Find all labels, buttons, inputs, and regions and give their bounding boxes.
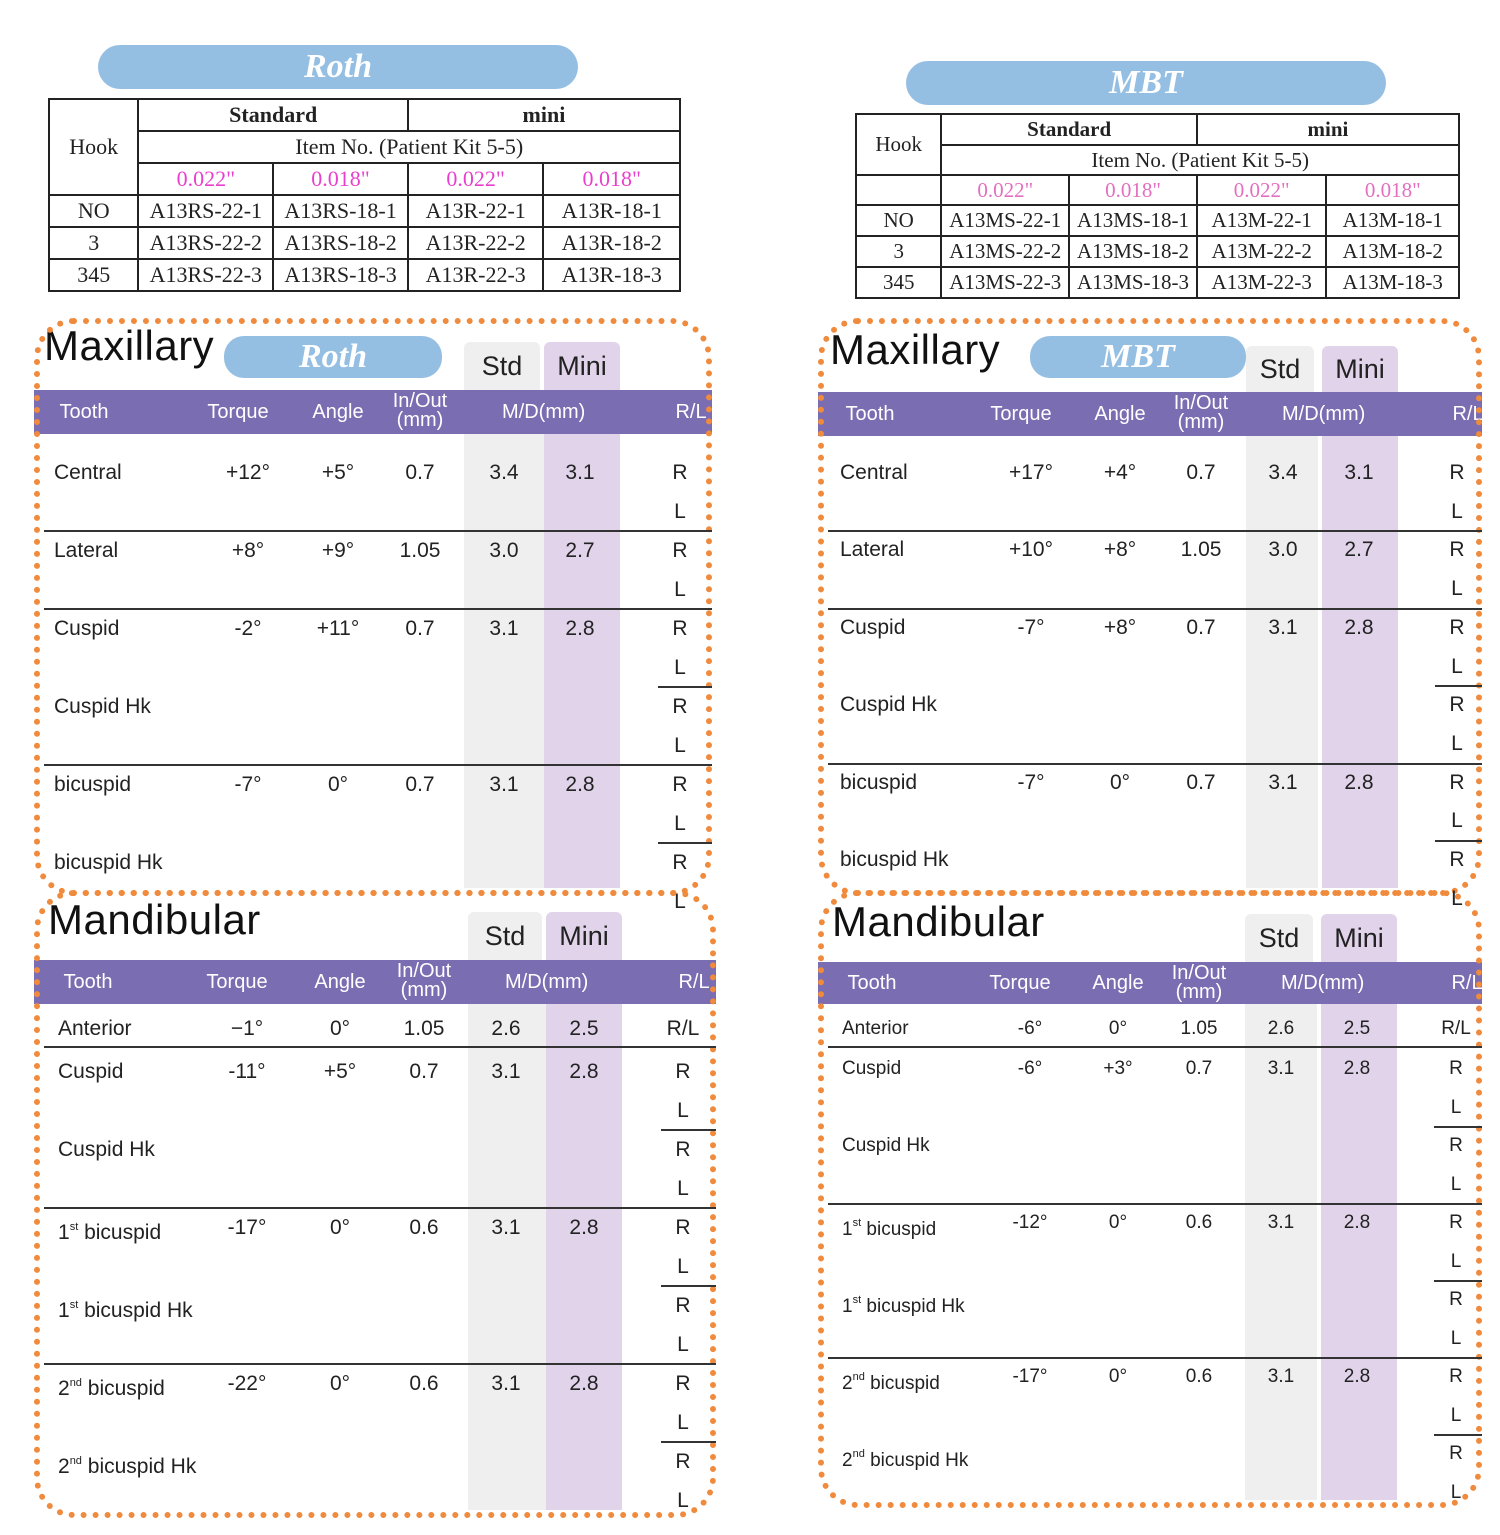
right-side-label: R — [675, 1450, 691, 1473]
std-md-value: 3.4 — [1268, 461, 1298, 484]
tooth-label: bicuspid — [864, 1373, 940, 1394]
right-side-label: R — [672, 851, 688, 874]
rl-header: R/L — [1452, 403, 1484, 425]
size-label: 0.022" — [138, 163, 273, 195]
item-cell: A13RS-18-1 — [273, 195, 408, 227]
inout-header-line1: In/Out — [392, 390, 448, 412]
left-side-label: L — [674, 578, 686, 601]
left-side-label: L — [1451, 731, 1463, 755]
std-md-value: 3.1 — [491, 1216, 521, 1239]
std-md-value: 3.1 — [1268, 770, 1298, 794]
panel-pill: MBT — [1030, 336, 1246, 378]
left-side-label: L — [1451, 886, 1463, 910]
item-cell: A13MS-22-2 — [941, 236, 1069, 267]
item-cell: A13RS-18-2 — [273, 227, 408, 259]
item-cell: A13MS-18-2 — [1069, 236, 1197, 267]
inout-header-line1: In/Out — [1173, 392, 1229, 414]
tooth-ordinal: 2 — [842, 1450, 853, 1471]
tooth-ordinal-suffix: nd — [852, 1448, 865, 1460]
standard-header: Standard — [941, 114, 1197, 145]
mini-md-value: 2.7 — [565, 539, 595, 562]
angle-header: Angle — [1094, 403, 1146, 425]
inout-header-line2: (mm) — [1177, 411, 1225, 433]
row-divider — [44, 1046, 716, 1048]
torque-value: +17° — [1008, 461, 1054, 484]
item-cell: A13M-18-2 — [1326, 236, 1459, 267]
torque-header: Torque — [206, 971, 268, 993]
angle-value: +5° — [321, 461, 355, 484]
inout-header — [384, 962, 464, 1000]
std-md-value: 3.1 — [1267, 1212, 1295, 1233]
mbt-title: MBT — [906, 61, 1386, 105]
mini-header: mini — [408, 99, 680, 131]
tooth-header: Tooth — [63, 971, 113, 993]
tooth-label: bicuspid — [78, 1221, 162, 1244]
md-header: M/D(mm) — [502, 401, 586, 423]
tooth-ordinal-suffix: st — [69, 1221, 79, 1233]
mini-md-value: 3.1 — [565, 461, 595, 484]
mini-md-value: 2.8 — [569, 1216, 599, 1239]
tooth-name: bicuspid — [54, 773, 132, 796]
item-cell: A13M-22-3 — [1197, 267, 1327, 298]
inout-value: 0.7 — [1185, 1058, 1213, 1079]
inout-header-line2: (mm) — [400, 979, 448, 1001]
std-md-value: 3.1 — [491, 1372, 521, 1395]
angle-value: +11° — [316, 617, 360, 640]
table-row — [856, 236, 1459, 267]
hook-cell: 3 — [856, 236, 941, 267]
roth-title: Roth — [98, 45, 578, 89]
angle-header: Angle — [312, 401, 364, 423]
table-row — [49, 259, 680, 291]
left-side-label: L — [674, 890, 686, 913]
tooth-name: Cuspid — [58, 1060, 124, 1083]
panel-title: Maxillary — [830, 326, 1001, 373]
tooth-name: Anterior — [58, 1017, 132, 1040]
inout-header — [1161, 394, 1241, 432]
torque-value: -17° — [227, 1216, 267, 1239]
angle-value: 0° — [1108, 1018, 1128, 1039]
tooth-name: Cuspid Hk — [840, 693, 937, 717]
torque-value: -2° — [234, 617, 262, 640]
roth-maxillary-panel — [34, 318, 712, 913]
hook-cell: 345 — [856, 267, 941, 298]
torque-header: Torque — [990, 403, 1052, 425]
angle-value: 0° — [329, 1216, 351, 1239]
mini-tab: Mini — [544, 342, 620, 390]
inout-value: 1.05 — [1180, 1018, 1218, 1039]
mini-md-value: 2.5 — [569, 1017, 599, 1040]
torque-header: Torque — [989, 972, 1051, 994]
std-column-bg — [464, 434, 544, 888]
angle-value: 0° — [1109, 770, 1131, 794]
angle-value: 0° — [329, 1017, 351, 1040]
inout-header-line2: (mm) — [1175, 981, 1223, 1003]
tooth-name — [58, 1286, 298, 1325]
hook-cell: NO — [49, 195, 138, 227]
left-side-label: L — [1450, 1404, 1462, 1426]
angle-value: +4° — [1103, 461, 1137, 484]
item-no-header: Item No. (Patient Kit 5-5) — [941, 145, 1459, 175]
right-side-label: R — [1449, 693, 1465, 717]
tooth-name — [842, 1435, 1082, 1474]
hook-header: Hook — [49, 99, 138, 195]
std-md-value: 3.0 — [1268, 538, 1298, 562]
tooth-name: Cuspid — [54, 617, 120, 640]
tooth-name: Cuspid Hk — [54, 695, 151, 718]
item-cell: A13M-22-1 — [1197, 205, 1327, 236]
tooth-label: bicuspid — [81, 1377, 165, 1400]
size-label: 0.018" — [1069, 175, 1197, 205]
right-side-label: R — [672, 773, 688, 796]
table-row — [856, 205, 1459, 236]
torque-value: -7° — [1017, 770, 1045, 794]
torque-value: -6° — [1017, 1058, 1043, 1079]
mini-tab: Mini — [546, 912, 622, 960]
inout-value: 0.7 — [1186, 461, 1216, 484]
torque-value: -7° — [1017, 615, 1045, 639]
md-header: M/D(mm) — [1282, 403, 1366, 425]
inout-value: 1.05 — [1180, 538, 1222, 562]
left-side-label: L — [1451, 654, 1463, 678]
size-label: 0.018" — [543, 163, 680, 195]
tooth-header: Tooth — [847, 972, 897, 994]
tooth-label: bicuspid — [861, 1219, 937, 1240]
tooth-header: Tooth — [59, 401, 109, 423]
tooth-name: Cuspid Hk — [842, 1135, 930, 1156]
left-side-label: L — [677, 1177, 689, 1200]
left-side-label: L — [677, 1411, 689, 1434]
left-side-label: L — [677, 1255, 689, 1278]
right-side-label: R — [675, 1060, 691, 1083]
hook-header: Hook — [856, 114, 941, 175]
inout-value: 0.7 — [1186, 770, 1216, 794]
std-md-value: 3.1 — [491, 1060, 521, 1083]
size-label: 0.018" — [1326, 175, 1459, 205]
tooth-name: Central — [840, 461, 908, 484]
tooth-name: Cuspid — [840, 615, 906, 639]
standard-header: Standard — [138, 99, 407, 131]
std-tab: Std — [1246, 346, 1314, 392]
roth-mandibular-panel — [34, 890, 716, 1518]
tooth-name — [842, 1281, 1082, 1320]
torque-value: -7° — [234, 773, 262, 796]
tooth-ordinal-suffix: st — [852, 1217, 862, 1229]
mini-md-value: 2.8 — [565, 617, 595, 640]
left-side-label: L — [1451, 809, 1463, 833]
inout-header-line1: In/Out — [396, 960, 452, 982]
size-label: 0.018" — [273, 163, 408, 195]
tooth-name: bicuspid — [840, 770, 918, 794]
rl-value: R/L — [1441, 1018, 1471, 1039]
mini-tab: Mini — [1322, 346, 1398, 392]
std-md-value: 2.6 — [491, 1017, 521, 1040]
right-side-label: R — [1449, 1058, 1463, 1079]
item-cell: A13R-18-2 — [543, 227, 680, 259]
inout-value: 0.6 — [409, 1372, 439, 1395]
inout-header — [1159, 964, 1239, 1002]
right-side-label: R — [1449, 461, 1465, 484]
left-side-label: L — [1451, 499, 1463, 523]
std-md-value: 3.1 — [1267, 1366, 1295, 1387]
panel-title: Maxillary — [44, 322, 215, 369]
right-side-label: R — [1449, 1135, 1463, 1156]
mini-md-value: 2.8 — [1344, 615, 1374, 639]
table-row — [49, 227, 680, 259]
mini-md-value: 2.8 — [569, 1372, 599, 1395]
item-cell: A13M-18-1 — [1326, 205, 1459, 236]
tooth-ordinal: 1 — [58, 1221, 70, 1244]
std-tab: Std — [468, 912, 542, 960]
item-cell: A13MS-18-1 — [1069, 205, 1197, 236]
hook-cell: NO — [856, 205, 941, 236]
right-side-label: R — [672, 695, 688, 718]
panel-title: Mandibular — [832, 898, 1045, 945]
mini-tab: Mini — [1321, 914, 1397, 962]
tooth-name: bicuspid Hk — [840, 848, 949, 871]
item-cell: A13R-22-2 — [408, 227, 544, 259]
torque-value: -17° — [1012, 1366, 1048, 1387]
tooth-ordinal-suffix: st — [852, 1294, 862, 1306]
left-side-label: L — [1450, 1327, 1462, 1349]
right-side-label: R — [1449, 1289, 1463, 1310]
torque-value: -12° — [1012, 1212, 1048, 1233]
inout-header — [380, 392, 460, 430]
item-cell: A13R-22-1 — [408, 195, 544, 227]
left-side-label: L — [1450, 1481, 1462, 1503]
torque-value: -22° — [227, 1372, 267, 1395]
angle-value: +8° — [1103, 538, 1137, 562]
item-cell: A13RS-22-3 — [138, 259, 273, 291]
table-row — [49, 195, 680, 227]
size-label: 0.022" — [1197, 175, 1327, 205]
table-header-bar — [34, 390, 712, 434]
item-no-header: Item No. (Patient Kit 5-5) — [138, 131, 680, 163]
std-md-value: 2.6 — [1267, 1018, 1295, 1039]
tooth-name: bicuspid Hk — [54, 851, 163, 874]
angle-header: Angle — [314, 971, 366, 993]
left-side-label: L — [677, 1489, 689, 1512]
tooth-ordinal: 2 — [842, 1373, 853, 1394]
right-side-label: R — [1449, 1366, 1463, 1387]
inout-value: 0.7 — [405, 617, 435, 640]
tooth-name: Cuspid Hk — [58, 1138, 155, 1161]
item-cell: A13RS-22-2 — [138, 227, 273, 259]
hook-cell: 3 — [49, 227, 138, 259]
std-md-value: 3.1 — [489, 617, 519, 640]
angle-value: +9° — [321, 539, 355, 562]
rl-header: R/L — [678, 971, 710, 993]
tooth-label: bicuspid Hk — [81, 1455, 197, 1478]
item-cell: A13MS-18-3 — [1069, 267, 1197, 298]
torque-header: Torque — [207, 401, 269, 423]
item-cell: A13R-22-3 — [408, 259, 544, 291]
torque-value: +10° — [1008, 538, 1054, 562]
item-cell: A13M-18-3 — [1326, 267, 1459, 298]
mini-md-value: 3.1 — [1344, 461, 1374, 484]
right-side-label: R — [1449, 848, 1465, 871]
item-cell: A13M-22-2 — [1197, 236, 1327, 267]
right-side-label: R — [1449, 770, 1465, 794]
size-label: 0.022" — [408, 163, 544, 195]
right-side-label: R — [675, 1216, 691, 1239]
mini-header: mini — [1197, 114, 1459, 145]
tooth-name: Anterior — [842, 1018, 909, 1039]
std-column-bg — [1246, 436, 1318, 888]
table-header-bar — [34, 960, 716, 1004]
right-side-label: R — [1449, 615, 1465, 639]
tooth-ordinal: 1 — [842, 1219, 853, 1240]
tooth-name: Central — [54, 461, 122, 484]
torque-value: -6° — [1017, 1018, 1043, 1039]
mini-md-value: 2.5 — [1343, 1018, 1371, 1039]
angle-value: +3° — [1103, 1058, 1133, 1079]
right-side-label: R — [675, 1294, 691, 1317]
table-row — [856, 267, 1459, 298]
right-side-label: R — [672, 539, 688, 562]
left-side-label: L — [1450, 1250, 1462, 1272]
panel-pill: Roth — [224, 336, 442, 378]
item-cell: A13RS-18-3 — [273, 259, 408, 291]
right-side-label: R — [675, 1138, 691, 1161]
md-header: M/D(mm) — [1281, 972, 1365, 994]
inout-value: 1.05 — [399, 539, 441, 562]
left-side-label: L — [674, 500, 686, 523]
mbt-item-table — [855, 113, 1460, 299]
torque-value: −1° — [230, 1017, 264, 1040]
tooth-name: Lateral — [840, 538, 905, 562]
item-cell: A13MS-22-3 — [941, 267, 1069, 298]
angle-value: 0° — [1108, 1212, 1128, 1233]
mini-md-value: 2.8 — [1344, 770, 1374, 794]
std-md-value: 3.1 — [1268, 615, 1298, 639]
std-tab: Std — [1245, 914, 1313, 962]
hook-cell: 345 — [49, 259, 138, 291]
tooth-ordinal: 1 — [58, 1299, 70, 1322]
std-tab: Std — [464, 342, 540, 390]
tooth-label: bicuspid Hk — [78, 1299, 193, 1322]
rl-value: R/L — [666, 1017, 700, 1040]
std-md-value: 3.4 — [489, 461, 519, 484]
angle-header: Angle — [1092, 972, 1144, 994]
mini-md-value: 2.8 — [1343, 1212, 1371, 1233]
right-side-label: R — [672, 617, 688, 640]
left-side-label: L — [674, 734, 686, 757]
torque-value: +8° — [231, 539, 265, 562]
tooth-ordinal: 2 — [58, 1377, 70, 1400]
mini-md-value: 2.8 — [1343, 1058, 1371, 1079]
item-cell: A13MS-22-1 — [941, 205, 1069, 236]
tooth-name — [58, 1442, 298, 1481]
right-side-label: R — [1449, 1443, 1463, 1464]
torque-value: -11° — [228, 1060, 266, 1083]
panel-title: Mandibular — [48, 896, 261, 943]
left-side-label: L — [1450, 1173, 1462, 1195]
inout-value: 0.7 — [405, 461, 435, 484]
roth-item-table — [48, 98, 681, 292]
std-md-value: 3.1 — [1267, 1058, 1295, 1079]
mini-md-value: 2.8 — [565, 773, 595, 796]
inout-header-line1: In/Out — [1171, 962, 1227, 984]
tooth-label: bicuspid Hk — [861, 1296, 965, 1317]
inout-header-line2: (mm) — [396, 409, 444, 431]
mini-md-value: 2.7 — [1344, 538, 1374, 562]
std-md-value: 3.1 — [489, 773, 519, 796]
table-header-bar — [818, 392, 1482, 436]
angle-value: +8° — [1103, 615, 1137, 639]
tooth-name: Lateral — [54, 539, 119, 562]
tooth-ordinal: 1 — [842, 1296, 853, 1317]
tooth-label: bicuspid Hk — [864, 1450, 969, 1471]
mbt-maxillary-panel — [818, 318, 1484, 910]
item-cell: A13R-18-3 — [543, 259, 680, 291]
right-side-label: R — [1449, 1212, 1463, 1233]
inout-value: 0.7 — [409, 1060, 439, 1083]
left-side-label: L — [674, 656, 686, 679]
tooth-ordinal-suffix: nd — [69, 1377, 82, 1389]
inout-value: 0.6 — [1185, 1366, 1213, 1387]
tooth-ordinal-suffix: st — [69, 1299, 79, 1311]
tooth-ordinal: 2 — [58, 1455, 70, 1478]
angle-value: 0° — [329, 1372, 351, 1395]
left-side-label: L — [677, 1099, 689, 1122]
right-side-label: R — [672, 461, 688, 484]
angle-value: +5° — [323, 1060, 357, 1083]
inout-value: 0.6 — [1185, 1212, 1213, 1233]
rl-header: R/L — [675, 401, 707, 423]
torque-value: +12° — [225, 461, 271, 484]
left-side-label: L — [677, 1333, 689, 1356]
md-header: M/D(mm) — [505, 971, 589, 993]
inout-value: 0.7 — [1186, 615, 1216, 639]
mini-column-bg — [1322, 436, 1398, 888]
right-side-label: R — [1449, 538, 1465, 562]
mini-md-value: 2.8 — [1343, 1366, 1371, 1387]
table-header-bar — [818, 962, 1482, 1004]
angle-value: 0° — [1108, 1366, 1128, 1387]
angle-value: 0° — [327, 773, 349, 796]
left-side-label: L — [1451, 577, 1463, 601]
mini-column-bg — [544, 434, 620, 888]
inout-value: 1.05 — [403, 1017, 445, 1040]
tooth-ordinal-suffix: nd — [69, 1455, 82, 1467]
left-side-label: L — [1450, 1096, 1462, 1118]
rl-header: R/L — [1451, 972, 1483, 994]
inout-value: 0.7 — [405, 773, 435, 796]
mini-md-value: 2.8 — [569, 1060, 599, 1083]
tooth-ordinal-suffix: nd — [852, 1371, 865, 1383]
item-cell: A13R-18-1 — [543, 195, 680, 227]
tooth-header: Tooth — [845, 403, 895, 425]
inout-value: 0.6 — [409, 1216, 439, 1239]
std-md-value: 3.0 — [489, 539, 519, 562]
item-cell: A13RS-22-1 — [138, 195, 273, 227]
tooth-name: Cuspid — [842, 1058, 902, 1079]
right-side-label: R — [675, 1372, 691, 1395]
row-divider — [828, 1046, 1482, 1048]
size-label: 0.022" — [941, 175, 1069, 205]
mbt-mandibular-panel — [818, 890, 1482, 1508]
left-side-label: L — [674, 812, 686, 835]
